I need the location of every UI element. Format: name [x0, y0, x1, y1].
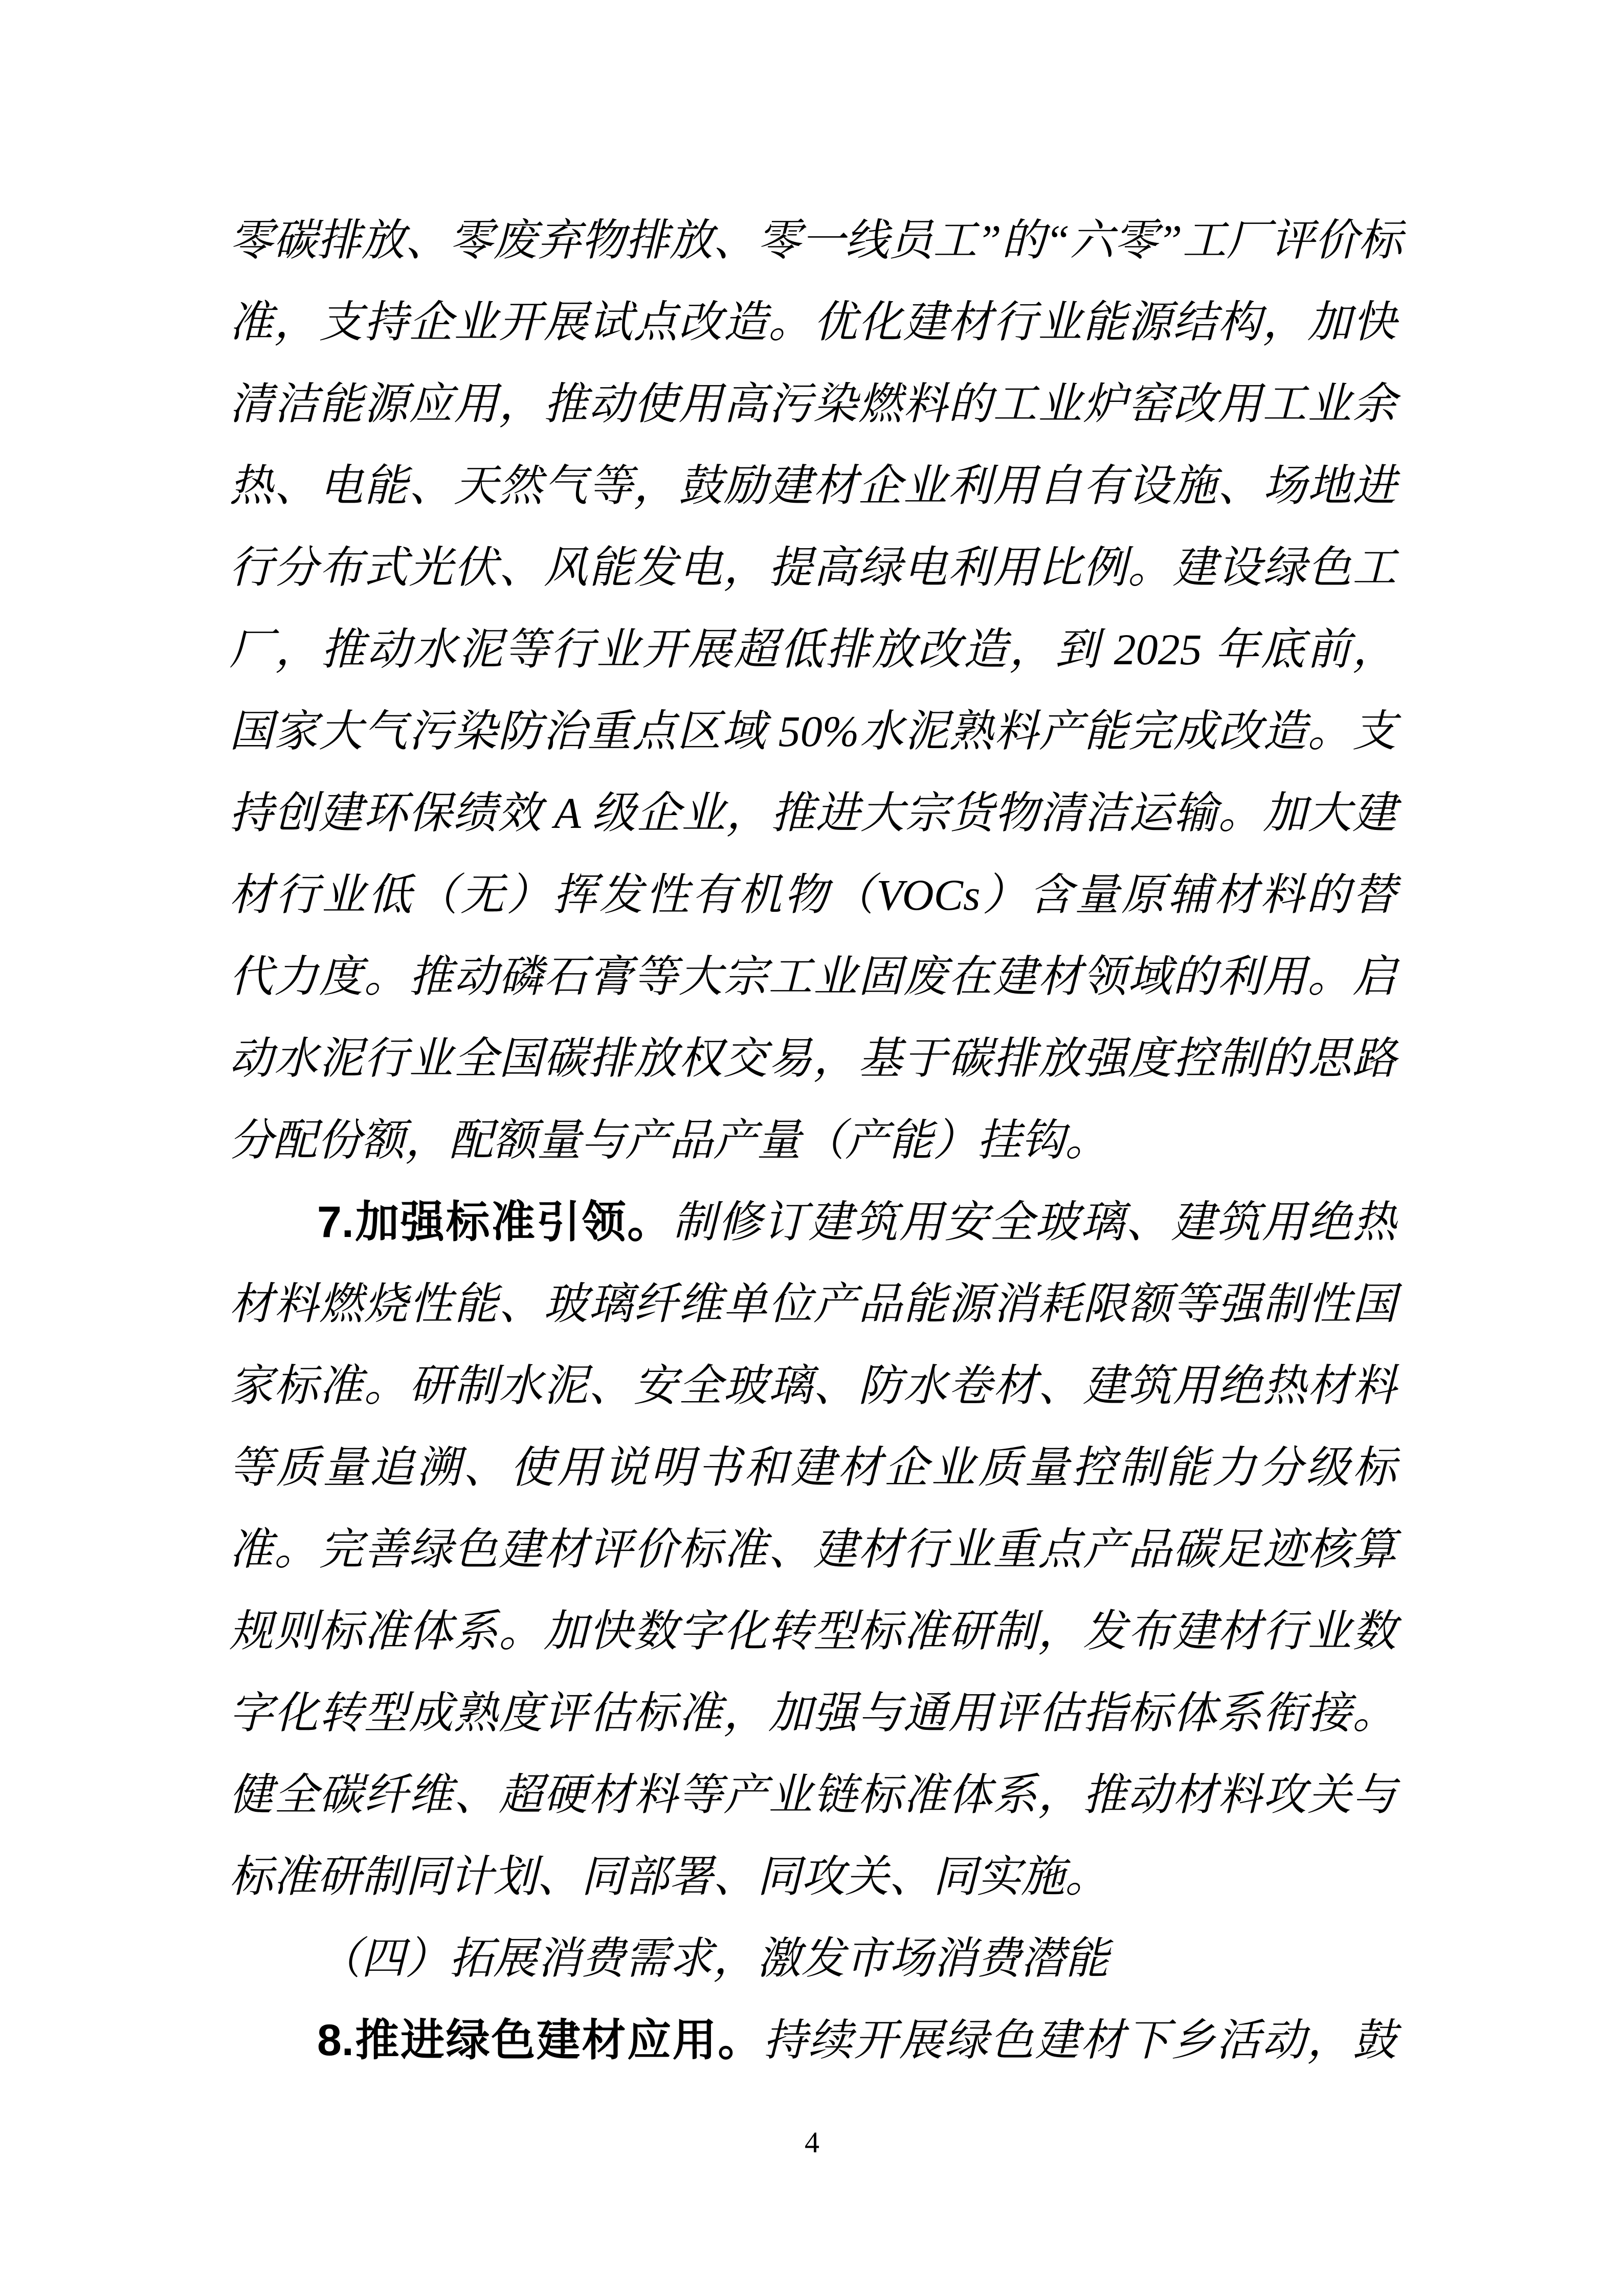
text-line	[229, 1836, 1396, 1918]
line-text: 材行业低（无）挥发性有机物（VOCs）含量原辅材料的替	[229, 870, 1396, 919]
line-text: 标准研制同计划、同部署、同攻关、同实施。	[229, 1852, 1109, 1901]
line-text: 分配份额，配额量与产品产量（产能）挂钩。	[229, 1116, 1109, 1165]
text-line	[229, 1590, 1396, 1672]
paragraph-lead-bold: 7.加强标准引领。	[317, 1198, 673, 1247]
text-line	[229, 1018, 1396, 1099]
line-text: 准，支持企业开展试点改造。优化建材行业能源结构，加快	[229, 298, 1396, 347]
text-line	[229, 1263, 1396, 1345]
text-line	[229, 527, 1396, 609]
text-line	[229, 1181, 1396, 1263]
text-line	[229, 690, 1396, 772]
line-text: 国家大气污染防治重点区域 50%水泥熟料产能完成改造。支	[229, 707, 1396, 756]
text-line	[229, 363, 1396, 445]
line-text: 规则标准体系。加快数字化转型标准研制，发布建材行业数	[229, 1607, 1396, 1656]
line-text: 健全碳纤维、超硬材料等产业链标准体系，推动材料攻关与	[229, 1770, 1396, 1819]
text-line	[229, 1672, 1396, 1754]
section-heading-text: （四）拓展消费需求，激发市场消费潜能	[317, 1934, 1109, 1983]
line-text: 厂，推动水泥等行业开展超低排放改造，到 2025 年底前，	[229, 625, 1396, 674]
text-line	[229, 1427, 1396, 1509]
text-block	[229, 199, 1403, 2081]
line-text: 热、电能、天然气等，鼓励建材企业利用自有设施、场地进	[229, 461, 1396, 510]
page-number: 4	[805, 2126, 819, 2159]
text-line	[229, 1509, 1396, 1590]
text-line	[229, 445, 1396, 527]
line-text: 准。完善绿色建材评价标准、建材行业重点产品碳足迹核算	[229, 1525, 1396, 1574]
text-line	[229, 1345, 1396, 1427]
line-text: 家标准。研制水泥、安全玻璃、防水卷材、建筑用绝热材料	[229, 1361, 1396, 1410]
line-text: 等质量追溯、使用说明书和建材企业质量控制能力分级标	[229, 1443, 1396, 1492]
line-text: 动水泥行业全国碳排放权交易，基于碳排放强度控制的思路	[229, 1034, 1396, 1083]
line-text: 制修订建筑用安全玻璃、建筑用绝热	[672, 1198, 1396, 1247]
line-text: 行分布式光伏、风能发电，提高绿电利用比例。建设绿色工	[229, 543, 1396, 592]
line-text: 持续开展绿色建材下乡活动，鼓	[763, 2016, 1397, 2065]
line-text: 代力度。推动磷石膏等大宗工业固废在建材领域的利用。启	[229, 952, 1396, 1001]
line-text: 清洁能源应用，推动使用高污染燃料的工业炉窑改用工业余	[229, 379, 1396, 429]
text-line	[229, 199, 1403, 281]
paragraph-lead-bold: 8.推进绿色建材应用。	[317, 2016, 763, 2065]
text-line	[229, 1754, 1396, 1836]
text-line	[229, 936, 1396, 1018]
line-text: 材料燃烧性能、玻璃纤维单位产品能源消耗限额等强制性国	[229, 1279, 1396, 1329]
line-text: 持创建环保绩效 A 级企业，推进大宗货物清洁运输。加大建	[229, 789, 1396, 838]
text-line	[229, 854, 1396, 936]
text-line	[229, 281, 1396, 363]
text-line	[229, 1099, 1396, 1181]
line-text: 字化转型成熟度评估标准，加强与通用评估指标体系衔接。	[229, 1689, 1396, 1738]
text-line	[229, 772, 1396, 854]
line-text: 零碳排放、零废弃物排放、零一线员工”的“六零”工厂评价标	[229, 216, 1403, 265]
section-heading-line	[229, 1918, 1396, 1999]
text-line	[229, 1999, 1396, 2081]
text-line	[229, 609, 1396, 690]
